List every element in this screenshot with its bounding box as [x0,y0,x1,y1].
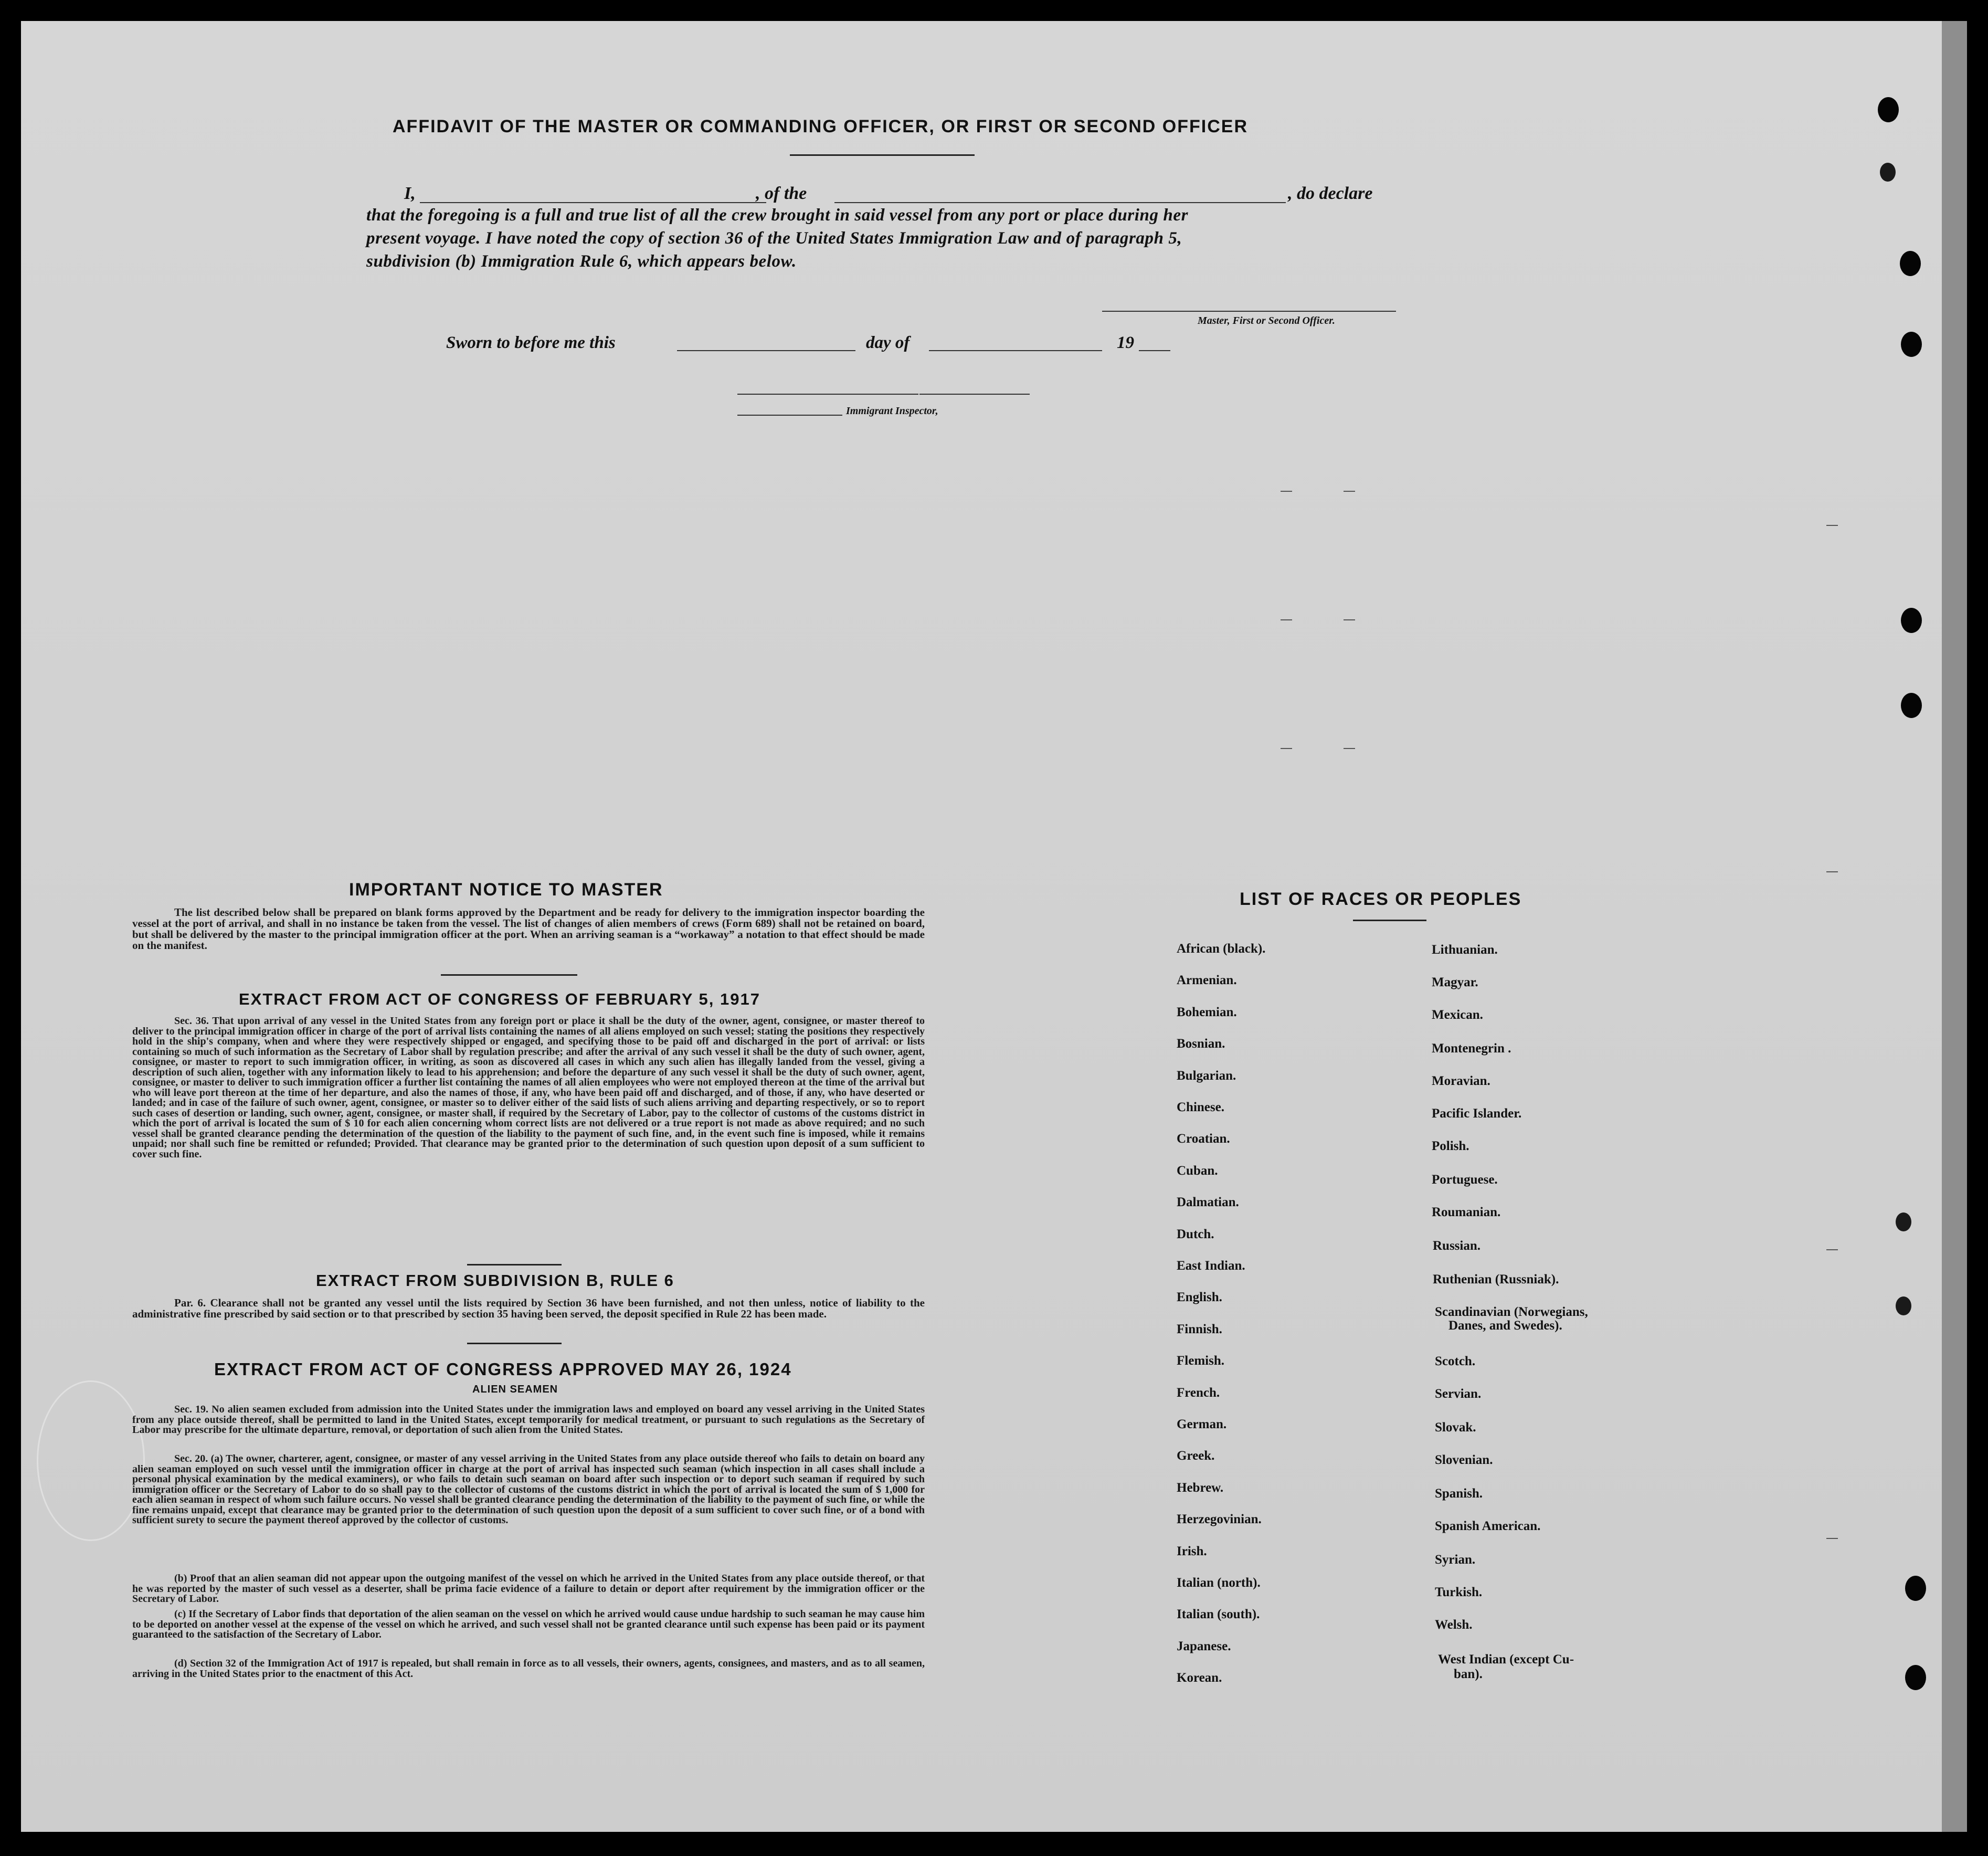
race-item: Mexican. [1432,1008,1483,1022]
dash-mark [1281,748,1292,749]
race-item: Moravian. [1432,1074,1490,1088]
extract-1924-sec20b: (b) Proof that an alien seaman did not appear upon the outgoing manifest of the vessel on which he arrived in the United States from any place outside thereof, or that he was reported by the master of such vessel as a deserter, shall be prima facie evidence of a failure to detain or deport after requirement by the immigration officer or the Secretary of Labor. [132,1573,925,1605]
dash-mark [1344,748,1355,749]
punch-hole [1901,332,1922,357]
master-signature-line[interactable] [1102,311,1396,312]
race-item: Greek. [1177,1449,1215,1463]
punch-hole [1896,1296,1911,1315]
race-item: Portuguese. [1432,1173,1498,1187]
race-item: Herzegovinian. [1177,1512,1262,1527]
race-item: East Indian. [1177,1259,1245,1273]
race-item: Turkish. [1435,1585,1483,1599]
race-item: Hebrew. [1177,1480,1224,1495]
extract-1917-title: EXTRACT FROM ACT OF CONGRESS OF FEBRUARY 5, 1917 [239,990,760,1008]
punch-hole [1901,693,1922,718]
race-item: Croatian. [1177,1132,1230,1146]
race-item: Spanish American. [1435,1519,1541,1533]
punch-hole [1900,251,1921,276]
affidavit-do-declare: , do declare [1288,184,1373,203]
race-item: Dalmatian. [1177,1195,1239,1210]
sworn-day-line[interactable] [677,350,855,351]
extract-1924-sec19: Sec. 19. No alien seamen excluded from admission into the United States under the immigration laws and employed on board any vessel arriving in the United States from any place outside thereof, shall be permitted to land in the United States, except temporarily for medical treatment, or pursuant to such regulations as the Secretary of Labor may prescribe for the ultimate departure, removal, or deportation of such alien from the United States. [132,1404,925,1436]
dash-mark [1344,491,1355,492]
race-item: Spanish. [1435,1486,1483,1501]
race-item: Roumanian. [1432,1205,1501,1219]
race-item: Scotch. [1435,1354,1476,1368]
race-item: Bosnian. [1177,1037,1225,1051]
embossed-seal [37,1380,145,1541]
punch-hole [1896,1212,1911,1231]
title-underline [790,154,975,156]
race-item: Korean. [1177,1671,1222,1685]
dash-mark [1281,491,1292,492]
punch-hole [1878,97,1899,122]
race-item: Flemish. [1177,1354,1224,1368]
punch-hole [1901,608,1922,633]
punch-hole [1880,163,1896,182]
race-item: Cuban. [1177,1163,1218,1178]
punch-hole [1905,1665,1926,1690]
race-item: Welsh. [1435,1618,1473,1632]
rule6-text: Par. 6. Clearance shall not be granted any vessel until the lists required by Section 36 have been furnished, and not then unless, notice of liability to the administrative fine prescribed by said section or to that prescribed by section 35 having been served, the deposit specified in Rule 22 has been made. [132,1296,925,1320]
master-label: Master, First or Second Officer. [1198,315,1335,326]
race-item: Slovak. [1435,1420,1476,1435]
dash-mark [1344,619,1355,620]
dash-mark [1281,619,1292,620]
race-item: Danes, and Swedes). [1448,1319,1562,1333]
vessel-field-line-2[interactable] [1060,202,1286,203]
race-item: Italian (north). [1177,1576,1261,1590]
extract-1917-text: Sec. 36. That upon arrival of any vessel in the United States from any foreign port or place it shall be the duty of the owner, agent, consignee, or master thereof to deliver to the principal immigration officer in charge of the port of arrival lists containing the names of all aliens employed on such vessel; stating the positions they respectively hold in the ship's company, when and where they were respectively shipped or engaged, and specifying those to be paid off and discharged in the port of arrival: or lists containing so much of such information as the Secretary of Labor shall by regulation prescribe; and after the arrival of any such vessel it shall be the duty of such owner, agent, consignee, or master to report to such immigration officer, in writing, as soon as discovered all cases in which any such alien has illegally landed from the vessel, giving a description of such alien, together with any information likely to lead to his apprehension; and before the departure of any such vessel it shall be the duty of such owner, agent, consignee, or master to deliver to such immigration officer a further list containing the names of all alien employees who were not employed thereon at the time of the arrival but who will leave port thereon at the time of her departure, and also the names of those, if any, who have been paid off and discharged, and of those, if any, who have deserted or landed; and in case of the failure of such owner, agent, consignee, or master so to deliver either of the said lists of such aliens arriving and departing respectively, or so to report such cases of desertion or landing, such owner, agent, consignee, or master shall, if required by the Secretary of Labor, pay to the collector of customs of the customs district in which the port of arrival is located the sum of $ 10 for each alien concerning whom correct lists are not delivered or a true report is not made as above required; and no such vessel shall be granted clearance pending the determination of the question of the liability to the payment of such fine, and, in the event such fine is imposed, while it remains unpaid; nor shall such fine be remitted or refunded; Provided. That clearance may be granted prior to the determination of such question upon deposit of a sum sufficient to cover such fine. [132,1015,925,1160]
affidavit-of-the: , of the [756,184,807,203]
affidavit-line-4: subdivision (b) Immigration Rule 6, which appears below. [366,252,797,271]
extract-1917-divider [467,1264,562,1266]
vessel-field-line-1[interactable] [834,202,1086,203]
rule6-divider [467,1343,562,1344]
dash-mark [1826,1249,1838,1250]
year-label: 19 [1117,333,1134,352]
extract-1924-sec20: Sec. 20. (a) The owner, charterer, agent, consignee, or master of any vessel arriving in the United States from any place outside thereof who fails to detain on board any alien seaman employed on such vessel until the immigration officer in charge at the port of arrival has inspected such seaman (which inspection in all cases shall include a personal physical examination by the medical examiners), or who fails to detain such seaman on board after such inspection or to deport such seaman if required by such immigration officer or the Secretary of Labor to do so shall pay to the collector of customs of the customs district in which the port of arrival is located the sum of $ 1,000 for each alien seaman in respect of whom such failure occurs. No vessel shall be granted clearance pending the determination of the liability to the payment of such fine, or while the fine remains unpaid, except that clearance may be granted prior to the determination of such question upon the deposit of a sum sufficient to cover such fine, or of a bond with sufficient surety to secure the payment thereof approved by the collector of customs. [132,1453,925,1526]
sheet-edge [1942,21,1967,1832]
dash-mark [1826,871,1838,872]
inspector-line-1[interactable] [737,394,918,395]
dash-mark [1826,525,1838,526]
races-title: LIST OF RACES OR PEOPLES [1240,889,1522,909]
race-item: ban). [1454,1667,1483,1681]
race-item: English. [1177,1290,1222,1305]
race-item: Montenegrin . [1432,1041,1511,1056]
race-item: Polish. [1432,1139,1469,1153]
race-item: Bulgarian. [1177,1068,1236,1083]
affidavit-line-3: present voyage. I have noted the copy of section 36 of the United States Immigration Law and of paragraph 5, [366,229,1182,248]
sworn-year-line[interactable] [1139,350,1170,351]
race-item: French. [1177,1385,1220,1400]
name-field-line[interactable] [420,202,766,203]
affidavit-title: AFFIDAVIT OF THE MASTER OR COMMANDING OFFICER, OR FIRST OR SECOND OFFICER [393,117,1248,136]
race-item: Finnish. [1177,1322,1222,1336]
notice-text: The list described below shall be prepared on blank forms approved by the Department and be ready for delivery to the immigration inspector boarding the vessel at the port of arrival, and shall in no instance be taken from the vessel. The list of changes of alien members of crews (Form 689) shall not be retained on board, but shall be delivered by the master to the principal immigration officer at the port. When an arriving seaman is a “workaway” a notation to that effect should be made on the manifest. [132,906,925,952]
race-item: Armenian. [1177,973,1237,988]
race-item: Magyar. [1432,975,1478,989]
inspector-label: Immigrant Inspector, [846,405,938,417]
extract-1924-title: EXTRACT FROM ACT OF CONGRESS APPROVED MAY 26, 1924 [214,1359,792,1379]
notice-title: IMPORTANT NOTICE TO MASTER [349,880,663,900]
notice-divider [441,974,577,976]
race-item: Lithuanian. [1432,943,1498,957]
race-item: Italian (south). [1177,1607,1260,1622]
race-item: Servian. [1435,1387,1482,1401]
sworn-label: Sworn to before me this [446,333,616,352]
extract-1924-sec20d: (d) Section 32 of the Immigration Act of 1917 is repealed, but shall remain in force as to all vessels, their owners, agents, consignees, and masters, and as to all seamen, arriving in the United States prior to the enactment of this Act. [132,1658,925,1680]
race-item: Japanese. [1177,1639,1231,1653]
race-item: Syrian. [1435,1553,1476,1567]
sworn-month-line[interactable] [929,350,1102,351]
race-item: Chinese. [1177,1100,1224,1114]
race-item: Pacific Islander. [1432,1106,1522,1121]
dash-mark [1826,1538,1838,1539]
race-item: Bohemian. [1177,1005,1237,1019]
race-item: Dutch. [1177,1227,1214,1241]
day-of-label: day of [866,333,910,352]
race-item: German. [1177,1417,1227,1431]
race-item: Irish. [1177,1544,1207,1558]
inspector-line-2[interactable] [919,394,1030,395]
rule6-title: EXTRACT FROM SUBDIVISION B, RULE 6 [316,1271,674,1290]
inspector-line-3[interactable] [737,415,842,416]
affidavit-line-2: that the foregoing is a full and true list of all the crew brought in said vessel from any port or place during her [366,206,1189,225]
affidavit-I: I, [404,184,416,203]
race-item: African (black). [1177,942,1266,956]
race-item: Scandinavian (Norwegians, [1435,1305,1588,1319]
punch-hole [1905,1576,1926,1601]
races-underline [1353,920,1426,921]
race-item: Ruthenian (Russniak). [1433,1272,1559,1286]
extract-1924-subtitle: ALIEN SEAMEN [472,1384,558,1395]
race-item: Slovenian. [1435,1453,1493,1467]
race-item: Russian. [1433,1239,1481,1253]
extract-1924-sec20c: (c) If the Secretary of Labor finds that deportation of the alien seaman on the vessel on which he arrived would cause undue hardship to such seaman he may cause him to be deported on another vessel at the expense of the vessel on which he arrived, and such vessel shall not be granted clearance until such expense has been paid or its payment guaranteed to the satisfaction of the Secretary of Labor. [132,1608,925,1640]
race-item: West Indian (except Cu- [1438,1652,1574,1667]
